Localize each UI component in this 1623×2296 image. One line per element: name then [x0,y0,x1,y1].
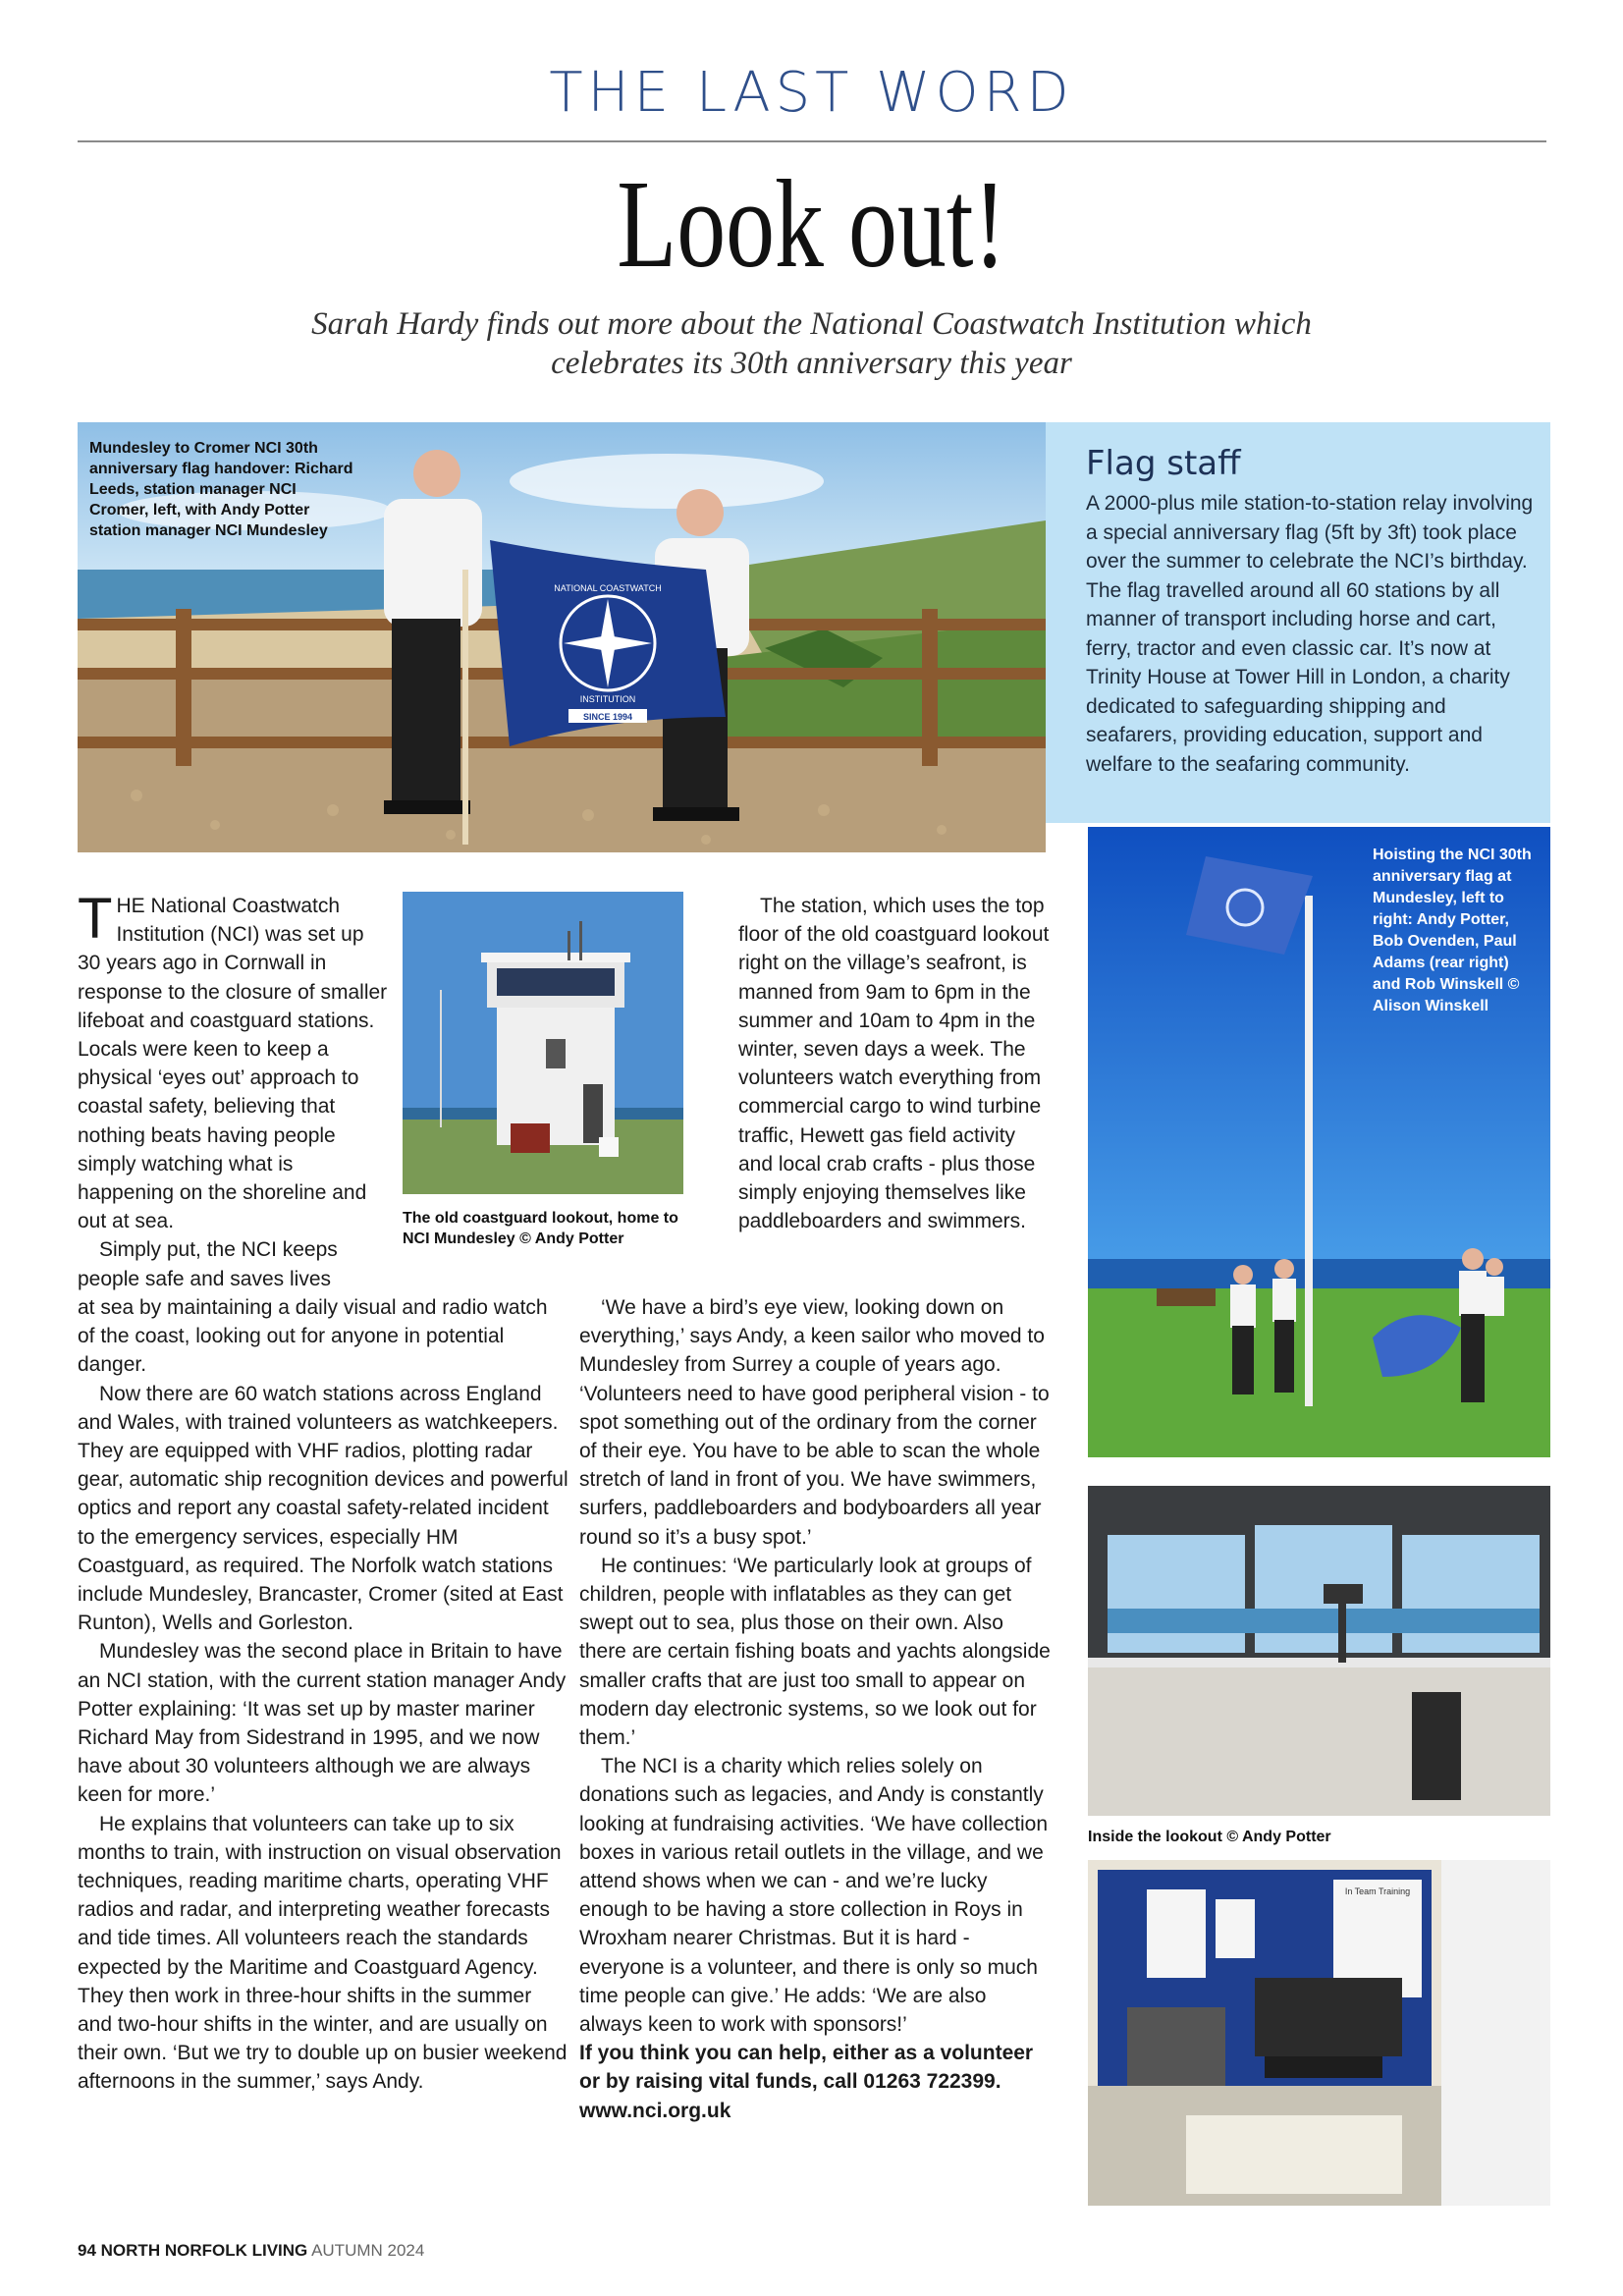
inside-lookout-illustration [1088,1486,1550,1816]
article-paragraph-3: Now there are 60 watch stations across England and Wales, with trained volunteers as watchkeepers. They are equipped with VHF radios, plotting radar gear, automatic ship recognition devices and powerful optics and report any coastal safety-related incident to the emergency services, especially HM Coastguard, as required. The Norfolk watch stations include Mundesley, Brancaster, Cromer (sited at East Runton), Wells and Gorleston. [78,1382,568,1635]
header-divider [78,140,1546,142]
sidebar-title: Flag staff [1086,444,1241,483]
article-col2-paragraph-2: ‘We have a bird’s eye view, looking down on everything,’ says Andy, a keen sailor who moved to Mundesley from Surrey a couple of years ago. ‘Volunteers need to have good peripheral vision - to spot something out of the ordinary from the corner of their eye. You have to be able to scan the whole stretch of land in front of you. We have swimmers, surfers, paddleboarders and bodyboarders all year round so it’s a busy spot.’ [579,1296,1050,1549]
radio-room-photo [1088,1860,1550,2206]
hoisting-caption: Hoisting the NCI 30th anniversary flag at Mundesley, left to right: Andy Potter, Bob Ovenden, Paul Adams (rear right) and Rob Winskell © Alison Winskell [1373,847,1532,1014]
lookout-building-photo [403,892,683,1194]
article-paragraph-1-text: HE National Coastwatch Institution (NCI) was set up 30 years ago in Cornwall in response to the closure of smaller lifeboat and coastguard stations. Locals were keen to keep a physical ‘eyes out’ approach to coastal safety, believing that nothing beats having people simply watching what is happening on the shoreline and out at sea. [78,895,388,1233]
call-to-action: If you think you can help, either as a volunteer or by raising vital funds, call 01263 722399. [579,2042,1034,2094]
article-col1-top [78,887,390,1293]
article-paragraph-4: Mundesley was the second place in Britain to have an NCI station, with the current station manager Andy Potter explaining: ‘It was set up by master mariner Richard May from Sidestrand in 1995, and we now have about 30 volunteers although we are always keen for more.’ [78,1640,567,1807]
article-col2-paragraph-4: The NCI is a charity which relies solely on donations such as legacies, and Andy is constantly looking at fundraising activities. ‘We have collection boxes in various retail outlets in the village, and we attend shows when we can - and we’re lucky enough to be having a store collection in Roys in Wroxham nearer Christmas. But it is hard - everyone is a volunteer, and there is only so much time people can give.’ He adds: ‘We are also always keen to work with sponsors!’ [579,1755,1049,2037]
standfirst [196,304,1427,383]
section-title: THE LAST WORD [549,61,1074,125]
hoisting-photo [1088,827,1550,1457]
article-paragraph-1 [78,887,390,1235]
article-col2-paragraph-1: The station, which uses the top floor of the old coastguard lookout right on the village’s seafront, is manned from 9am to 6pm in the summer and 10am to 4pm in the winter, seven days a week. The volunteers watch everything from commercial cargo to wind turbine traffic, Hewett gas field activity and local crab crafts - plus those simply enjoying themselves like paddleboarders and swimmers. [738,895,1050,1233]
flag-since-text: SINCE 1994 [582,712,633,722]
standfirst-line-2: celebrates its 30th anniversary this year [551,346,1072,381]
radio-room-illustration [1088,1860,1550,2206]
page-title: Look out! [617,154,1006,294]
hero-caption: Mundesley to Cromer NCI 30th anniversary flag handover: Richard Leeds, station manager NCI Cromer, left, with Andy Potter station manager NCI Mundesley [89,440,353,539]
sidebar-flag-staff [1046,422,1550,823]
publication-name: NORTH NORFOLK LIVING [100,2241,308,2260]
article-col2-top [738,892,1053,1235]
page-footer [78,2241,424,2261]
flag-text-top: NATIONAL COASTWATCH [554,583,662,593]
dropcap: T [78,887,113,951]
lookout-caption: The old coastguard lookout, home to NCI Mundesley © Andy Potter [403,1210,678,1247]
nci-website-link[interactable]: www.nci.org.uk [579,2099,731,2122]
notice-text: In Team Training [1344,1886,1411,1896]
issue-season: AUTUMN 2024 [311,2241,425,2260]
article-paragraph-5: He explains that volunteers can take up to six months to train, with instruction on visual observation techniques, reading maritime charts, operating VHF radios and radar, and interpreting weather forecasts and tide times. All volunteers reach the standards expected by the Maritime and Coastguard Agency. They then work in three-hour shifts in the summer and two-hour shifts in the winter, and are usually on their own. ‘But we try to double up on busier weekend afternoons in the summer,’ says Andy. [78,1812,568,2094]
inside-caption: Inside the lookout © Andy Potter [1088,1829,1331,1845]
article-col1-bottom [78,1293,568,2097]
inside-lookout-photo [1088,1486,1550,1816]
standfirst-line-1: Sarah Hardy finds out more about the National Coastwatch Institution which [311,306,1312,342]
hero-photo [78,422,1046,852]
article-col2-paragraph-3: He continues: ‘We particularly look at groups of children, people with inflatables as they can get swept out to sea, plus those on their own. Also there are certain fishing boats and yachts alongside smaller crafts that are just too small to appear on modern day electronic systems, so we look out for them.’ [579,1554,1051,1750]
flag-text-bottom: INSTITUTION [579,694,636,704]
lookout-illustration [403,892,683,1194]
sidebar-body: A 2000-plus mile station-to-station relay involving a special anniversary flag (5ft by 3ft) took place over the summer to celebrate the NCI’s birthday. The flag travelled around all 60 stations by all manner of transport including horse and cart, ferry, tractor and even classic car. It’s now at Trinity House at Tower Hill in London, a charity dedicated to safeguarding shipping and seafarers, providing education, support and welfare to the seafaring community. [1086,492,1534,776]
article-paragraph-2-rest: at sea by maintaining a daily visual and radio watch of the coast, looking out for anyone in potential danger. [78,1296,548,1377]
article-col2-bottom [579,1293,1055,2125]
page-number: 94 [78,2241,96,2260]
article-paragraph-2-start: Simply put, the NCI keeps people safe and saves lives [78,1238,338,1290]
